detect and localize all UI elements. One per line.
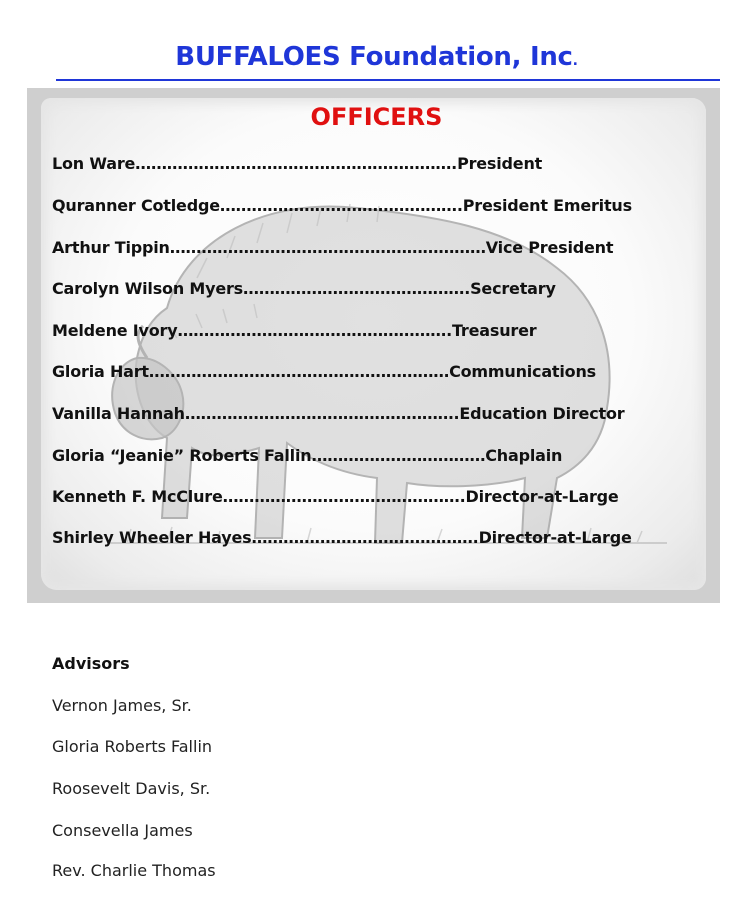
- organization-name-period: .: [572, 53, 578, 69]
- officer-name: Vanilla Hannah: [52, 404, 185, 423]
- dot-leader: …………………………………………………: [148, 362, 450, 381]
- advisor-name: Gloria Roberts Fallin: [52, 737, 213, 756]
- officer-name: Kenneth F. McClure: [52, 487, 223, 506]
- officer-name: Gloria “Jeanie” Roberts Fallin: [52, 446, 312, 465]
- officer-row: [52, 402, 624, 426]
- officer-title: President Emeritus: [462, 196, 632, 215]
- dot-leader: …………………………………………………….: [135, 154, 458, 173]
- officer-name: Carolyn Wilson Myers: [52, 279, 244, 298]
- officer-row: [52, 526, 632, 550]
- officer-row: [52, 485, 619, 509]
- officer-title: Chaplain: [485, 446, 563, 465]
- officer-title: Communications: [449, 362, 596, 381]
- officer-row: [52, 444, 562, 468]
- dot-leader: …………………………………………….: [184, 404, 460, 423]
- organization-title: [0, 40, 753, 78]
- officer-title: President: [457, 154, 543, 173]
- officer-row: [52, 236, 613, 260]
- advisor-name: Rev. Charlie Thomas: [52, 861, 216, 880]
- advisor-name: Roosevelt Davis, Sr.: [52, 779, 211, 798]
- officer-title: Education Director: [459, 404, 625, 423]
- officer-name: Gloria Hart: [52, 362, 149, 381]
- officer-row: [52, 194, 632, 218]
- officer-title: Treasurer: [451, 321, 537, 340]
- dot-leader: …………………………………………….: [177, 321, 452, 340]
- officer-name: Arthur Tippin: [52, 238, 170, 257]
- organization-name: BUFFALOES Foundation, Inc: [175, 42, 573, 72]
- advisors-heading: Advisors: [52, 654, 130, 673]
- officer-name: Shirley Wheeler Hayes: [52, 528, 252, 547]
- officer-row: [52, 319, 536, 343]
- officer-name: Meldene Ivory: [52, 321, 178, 340]
- officer-row: [52, 360, 596, 384]
- officer-title: Director-at-Large: [478, 528, 632, 547]
- dot-leader: …………………………………….: [243, 279, 471, 298]
- officer-title: Secretary: [470, 279, 556, 298]
- dot-leader: …………………………………….: [251, 528, 479, 547]
- dot-leader: ……………………………………………………: [169, 238, 486, 257]
- dot-leader: ……………………………………….: [222, 487, 466, 506]
- officer-name: Lon Ware: [52, 154, 136, 173]
- title-underline: [56, 79, 720, 81]
- officers-heading: OFFICERS: [310, 103, 443, 131]
- dot-leader: ……………………………………….: [219, 196, 463, 215]
- officer-row: [52, 277, 556, 301]
- officer-row: [52, 152, 542, 176]
- advisor-name: Vernon James, Sr.: [52, 696, 192, 715]
- officer-title: Vice President: [485, 238, 614, 257]
- officer-title: Director-at-Large: [465, 487, 619, 506]
- officer-name: Quranner Cotledge: [52, 196, 220, 215]
- dot-leader: ……………………………: [311, 446, 486, 465]
- advisor-name: Consevella James: [52, 821, 193, 840]
